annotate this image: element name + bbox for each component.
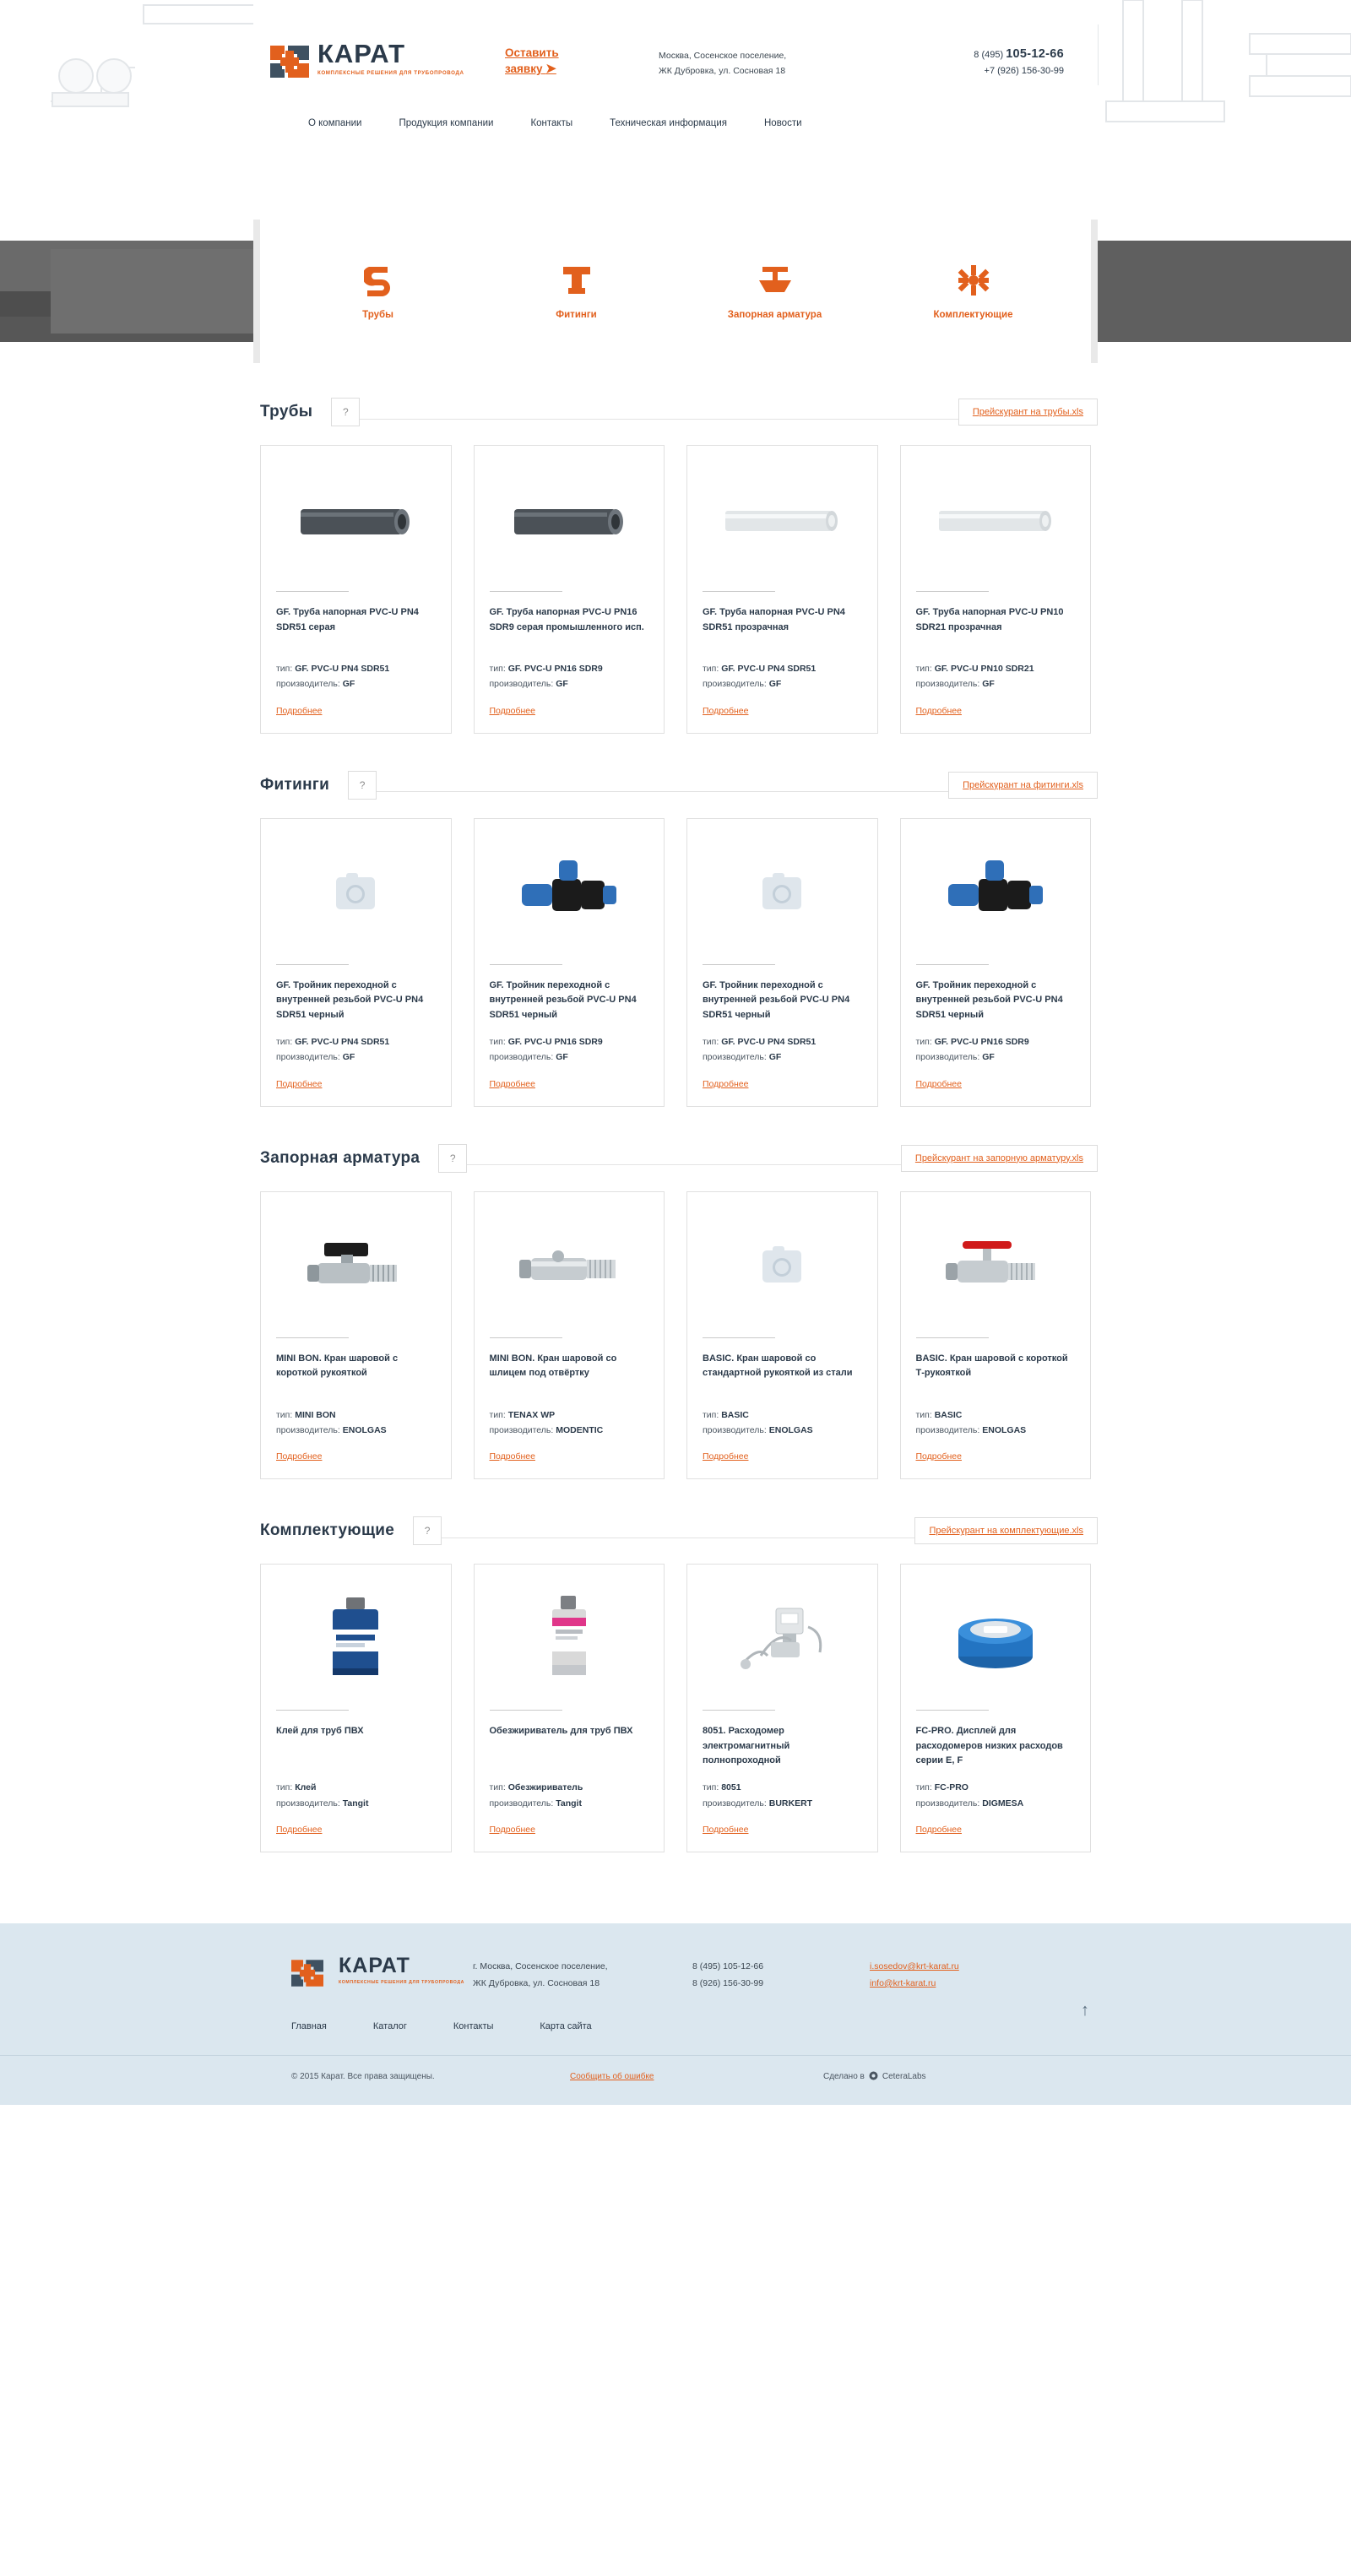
product-image-pipe-clear — [916, 461, 1076, 579]
header-address — [659, 49, 853, 79]
footer-navigation — [253, 2021, 1098, 2055]
section-header-valves — [253, 1144, 1098, 1173]
footer-logo-tagline: КОМПЛЕКСНЫЕ РЕШЕНИЯ ДЛЯ ТРУБОПРОВОДА — [339, 1980, 464, 1985]
product-image-pipe-dark — [276, 461, 436, 579]
section-title-accessories: Комплектующие — [260, 1521, 395, 1540]
footer-nav-catalog[interactable]: Каталог — [372, 2020, 407, 2031]
product-meta — [916, 1407, 1076, 1439]
product-meta — [703, 1407, 862, 1439]
category-fittings[interactable] — [477, 263, 676, 320]
category-strip — [0, 241, 1351, 342]
card-divider — [276, 591, 349, 592]
type-label: тип: — [703, 1409, 719, 1420]
maker-value: Tangit — [342, 1798, 369, 1809]
product-more-link[interactable]: Подробнее — [489, 1451, 535, 1462]
product-grid-accessories — [253, 1564, 1098, 1852]
price-list-link-accessories[interactable]: Прейскурант на комплектующие.xls — [914, 1517, 1098, 1544]
product-grid-valves — [253, 1191, 1098, 1480]
product-title: GF. Тройник переходной с внутренней резьбой PVC-U PN4 SDR51 черный — [703, 979, 850, 1020]
product-meta — [916, 1780, 1076, 1811]
product-title: GF. Тройник переходной с внутренней резьбой PVC-U PN4 SDR51 черный — [915, 979, 1063, 1020]
site-footer — [0, 1923, 1351, 2105]
product-card[interactable] — [474, 818, 665, 1107]
product-title: MINI BON. Кран шаровой с короткой рукояткой — [276, 1353, 399, 1379]
maker-value: GF — [556, 1052, 568, 1063]
site-logo[interactable] — [270, 41, 498, 81]
product-more-link[interactable]: Подробнее — [915, 1078, 962, 1089]
card-divider — [276, 1337, 349, 1338]
type-value: GF. PVC-U PN4 SDR51 — [721, 664, 817, 674]
product-card[interactable] — [260, 818, 452, 1107]
maker-label: производитель: — [703, 679, 767, 690]
type-value: BASIC — [934, 1409, 963, 1420]
maker-label: производитель: — [703, 1798, 767, 1809]
type-value: Клей — [295, 1782, 317, 1793]
product-meta — [703, 661, 862, 692]
type-value: BASIC — [721, 1409, 749, 1420]
section-title-fittings: Фитинги — [260, 775, 330, 794]
product-title: BASIC. Кран шаровой с короткой Т-рукояткой — [915, 1353, 1068, 1379]
section-header-pipes — [253, 398, 1098, 426]
category-accessories-label: Комплектующие — [933, 310, 1013, 320]
maker-value: GF — [342, 1052, 355, 1063]
type-label: тип: — [276, 1036, 293, 1047]
product-title: Обезжириватель для труб ПВХ — [489, 1726, 633, 1737]
product-more-link[interactable]: Подробнее — [489, 1825, 535, 1835]
main-navigation — [270, 118, 1081, 128]
footer-nav-contacts[interactable]: Контакты — [453, 2020, 494, 2031]
logo-title: КАРАТ — [317, 39, 406, 68]
report-error-link[interactable]: Сообщить об ошибке — [570, 2072, 654, 2082]
product-meta — [276, 1780, 436, 1811]
type-value: MINI BON — [295, 1409, 336, 1420]
product-card[interactable] — [900, 818, 1092, 1107]
request-cta-link[interactable] — [505, 46, 623, 78]
category-pipes[interactable] — [279, 263, 477, 320]
product-card[interactable] — [900, 1564, 1092, 1852]
type-label: тип: — [703, 664, 719, 674]
help-button-fittings[interactable]: ? — [348, 771, 377, 800]
request-cta-line2: заявку — [505, 62, 543, 76]
footer-emails — [870, 1959, 959, 1993]
maker-value: BURKERT — [768, 1798, 813, 1809]
product-image-placeholder — [703, 1207, 862, 1326]
product-image-tee-blue — [916, 834, 1076, 952]
made-by[interactable] — [823, 2071, 926, 2083]
product-title: Клей для труб ПВХ — [276, 1726, 364, 1737]
product-more-link[interactable]: Подробнее — [489, 1078, 535, 1089]
made-by-name[interactable]: CeteraLabs — [882, 2072, 926, 2082]
nav-item-news[interactable]: Новости — [764, 118, 802, 128]
card-divider — [916, 591, 989, 592]
karat-logo-icon — [270, 42, 309, 81]
product-title: FC-PRO. Дисплей для расходомеров низких расходов серии E, F — [915, 1726, 1063, 1766]
footer-logo-title: КАРАТ — [339, 1954, 410, 1977]
product-card[interactable] — [900, 445, 1092, 734]
type-label: тип: — [915, 1409, 932, 1420]
card-divider — [916, 964, 989, 965]
maker-label: производитель: — [276, 1052, 340, 1063]
product-title: GF. Тройник переходной с внутренней резьбой PVC-U PN4 SDR51 черный — [276, 979, 424, 1020]
product-meta — [703, 1034, 862, 1066]
card-divider — [703, 1710, 775, 1711]
help-button-accessories[interactable]: ? — [413, 1516, 442, 1545]
type-label: тип: — [915, 664, 932, 674]
product-image-display-blue — [916, 1580, 1076, 1698]
image-placeholder-icon — [336, 877, 375, 909]
maker-label: производитель: — [489, 1052, 554, 1063]
product-title: MINI BON. Кран шаровой со шлицем под отвёртку — [489, 1353, 617, 1379]
section-rule — [467, 1151, 901, 1165]
nav-item-contacts[interactable]: Контакты — [530, 118, 573, 128]
site-header — [0, 0, 1351, 241]
product-more-link[interactable]: Подробнее — [703, 1451, 749, 1462]
product-meta — [916, 661, 1076, 692]
product-card[interactable] — [474, 1191, 665, 1480]
type-label: тип: — [703, 1036, 719, 1047]
product-meta — [916, 1034, 1076, 1066]
product-more-link[interactable]: Подробнее — [276, 705, 323, 716]
product-more-link[interactable]: Подробнее — [276, 1825, 323, 1835]
accessories-icon — [874, 263, 1072, 298]
product-more-link[interactable]: Подробнее — [489, 705, 535, 716]
product-image-valve-red-handle — [916, 1207, 1076, 1326]
maker-label: производитель: — [915, 1798, 980, 1809]
product-image-tee-blue — [490, 834, 649, 952]
product-card[interactable] — [260, 1191, 452, 1480]
card-divider — [703, 1337, 775, 1338]
category-valves-label: Запорная арматура — [727, 310, 822, 320]
product-meta — [703, 1780, 862, 1811]
type-value: 8051 — [721, 1782, 741, 1793]
type-value: GF. PVC-U PN16 SDR9 — [507, 1036, 603, 1047]
product-title: GF. Труба напорная PVC-U PN16 SDR9 серая промышленного исп. — [489, 607, 644, 632]
type-label: тип: — [276, 1409, 293, 1420]
product-more-link[interactable]: Подробнее — [915, 705, 962, 716]
maker-value: DIGMESA — [982, 1798, 1024, 1809]
footer-nav-sitemap[interactable]: Карта сайта — [540, 2020, 592, 2031]
maker-label: производитель: — [703, 1052, 767, 1063]
card-divider — [490, 1710, 562, 1711]
product-more-link[interactable]: Подробнее — [703, 1078, 749, 1089]
card-divider — [490, 1337, 562, 1338]
product-title: GF. Труба напорная PVC-U PN4 SDR51 серая — [276, 607, 419, 632]
footer-logo[interactable] — [253, 1955, 473, 1989]
maker-value: ENOLGAS — [768, 1424, 813, 1435]
category-pipes-label: Трубы — [362, 310, 393, 320]
footer-address-line2: ЖК Дубровка, ул. Сосновая 18 — [473, 1977, 600, 1988]
product-grid-pipes — [253, 445, 1098, 734]
section-rule — [442, 1524, 914, 1538]
maker-label: производитель: — [915, 1424, 980, 1435]
maker-value: GF — [982, 1052, 995, 1063]
product-image-pipe-dark — [490, 461, 649, 579]
product-card[interactable] — [474, 1564, 665, 1852]
type-label: тип: — [915, 1782, 932, 1793]
product-title: GF. Труба напорная PVC-U PN4 SDR51 прозрачная — [703, 607, 845, 632]
section-header-fittings — [253, 771, 1098, 800]
logo-tagline: КОМПЛЕКСНЫЕ РЕШЕНИЯ ДЛЯ ТРУБОПРОВОДА — [317, 70, 464, 76]
maker-label: производитель: — [915, 1052, 980, 1063]
card-divider — [916, 1710, 989, 1711]
product-card[interactable] — [260, 445, 452, 734]
card-divider — [916, 1337, 989, 1338]
pipe-icon — [279, 263, 477, 298]
made-by-prefix: Сделано в — [823, 2072, 865, 2082]
maker-value: Tangit — [556, 1798, 582, 1809]
maker-label: производитель: — [489, 679, 554, 690]
product-card[interactable] — [260, 1564, 452, 1852]
product-title: GF. Труба напорная PVC-U PN10 SDR21 прозрачная — [915, 607, 1064, 632]
card-divider — [490, 591, 562, 592]
section-header-accessories — [253, 1516, 1098, 1545]
type-label: тип: — [276, 1782, 293, 1793]
maker-value: GF — [342, 679, 355, 690]
category-accessories[interactable] — [874, 263, 1072, 320]
type-label: тип: — [489, 1036, 506, 1047]
phone-secondary[interactable]: +7 (926) 156-30-99 — [984, 66, 1064, 76]
phone-area-code: 8 (495) — [974, 50, 1004, 60]
product-meta — [276, 1407, 436, 1439]
type-value: FC-PRO — [934, 1782, 968, 1793]
product-image-pipe-clear — [703, 461, 862, 579]
price-list-link-pipes[interactable]: Прейскурант на трубы.xls — [958, 399, 1098, 426]
product-meta — [490, 1407, 649, 1439]
maker-value: MODENTIC — [556, 1424, 604, 1435]
karat-logo-icon — [291, 1957, 323, 1989]
type-label: тип: — [915, 1036, 932, 1047]
section-rule — [360, 405, 958, 420]
product-title: GF. Тройник переходной с внутренней резьбой PVC-U PN4 SDR51 черный — [489, 979, 637, 1020]
type-value: GF. PVC-U PN4 SDR51 — [295, 1036, 390, 1047]
header-content — [253, 0, 1098, 241]
product-card[interactable] — [686, 445, 878, 734]
section-title-pipes: Трубы — [260, 403, 313, 420]
type-label: тип: — [489, 1409, 506, 1420]
product-card[interactable] — [474, 445, 665, 734]
product-meta — [276, 1034, 436, 1066]
product-meta — [490, 1034, 649, 1066]
product-more-link[interactable]: Подробнее — [915, 1825, 962, 1835]
product-grid-fittings — [253, 818, 1098, 1107]
product-more-link[interactable]: Подробнее — [703, 705, 749, 716]
product-more-link[interactable]: Подробнее — [915, 1451, 962, 1462]
maker-label: производитель: — [703, 1424, 767, 1435]
footer-content — [253, 1955, 1098, 2055]
product-more-link[interactable]: Подробнее — [703, 1825, 749, 1835]
product-card[interactable] — [686, 1191, 878, 1480]
maker-value: GF — [556, 679, 568, 690]
arrow-icon: ➤ — [545, 62, 556, 77]
product-image-placeholder — [276, 834, 436, 952]
product-image-flowmeter — [703, 1580, 862, 1698]
image-placeholder-icon — [762, 1250, 801, 1283]
request-cta-line1: Оставить — [505, 46, 559, 59]
product-card[interactable] — [900, 1191, 1092, 1480]
footer-address-line1: г. Москва, Сосенское поселение, — [473, 1961, 608, 1971]
phone-primary[interactable]: 105-12-66 — [1006, 47, 1064, 61]
card-divider — [703, 591, 775, 592]
maker-label: производитель: — [915, 679, 980, 690]
product-image-valve-chrome — [490, 1207, 649, 1326]
footer-phone-1[interactable]: 8 (495) 105-12-66 — [692, 1961, 764, 1971]
maker-value: GF — [982, 679, 995, 690]
help-button-pipes[interactable]: ? — [331, 398, 360, 426]
type-value: GF. PVC-U PN10 SDR21 — [934, 664, 1034, 674]
product-title: BASIC. Кран шаровой со стандартной рукояткой из стали — [703, 1353, 853, 1379]
maker-value: ENOLGAS — [342, 1424, 387, 1435]
footer-address — [473, 1959, 676, 1993]
maker-label: производитель: — [489, 1798, 554, 1809]
catalog-content — [253, 342, 1098, 1923]
product-meta — [490, 1780, 649, 1811]
product-image-placeholder — [703, 834, 862, 952]
footer-email-1[interactable]: i.sosedov@krt-karat.ru — [870, 1961, 959, 1971]
card-divider — [703, 964, 775, 965]
type-value: GF. PVC-U PN4 SDR51 — [721, 1036, 817, 1047]
type-label: тип: — [489, 1782, 506, 1793]
product-image-valve-black-handle — [276, 1207, 436, 1326]
footer-phone-2[interactable]: 8 (926) 156-30-99 — [692, 1977, 764, 1988]
product-image-cleaner-can — [490, 1580, 649, 1698]
price-list-link-valves[interactable]: Прейскурант на запорную арматуру.xls — [901, 1145, 1098, 1172]
type-value: Обезжириватель — [507, 1782, 583, 1793]
price-list-link-fittings[interactable]: Прейскурант на фитинги.xls — [948, 772, 1098, 799]
type-value: GF. PVC-U PN16 SDR9 — [934, 1036, 1029, 1047]
header-phones — [903, 47, 1064, 76]
copyright-text: © 2015 Карат. Все права защищены. — [291, 2072, 435, 2082]
request-cta[interactable] — [505, 46, 623, 78]
maker-label: производитель: — [276, 679, 340, 690]
cetera-logo-icon — [869, 2071, 878, 2083]
type-value: GF. PVC-U PN4 SDR51 — [295, 664, 390, 674]
section-rule — [377, 778, 948, 792]
header-address-line1: Москва, Сосенское поселение, — [659, 51, 787, 61]
product-image-glue-can — [276, 1580, 436, 1698]
nav-item-products[interactable]: Продукция компании — [399, 118, 494, 128]
image-placeholder-icon — [762, 877, 801, 909]
type-label: тип: — [276, 664, 293, 674]
product-more-link[interactable]: Подробнее — [276, 1451, 323, 1462]
maker-label: производитель: — [276, 1798, 340, 1809]
footer-bottom-bar — [0, 2055, 1351, 2105]
card-divider — [490, 964, 562, 965]
footer-nav-home[interactable]: Главная — [291, 2020, 327, 2031]
footer-phones — [692, 1959, 836, 1993]
product-card[interactable] — [686, 818, 878, 1107]
category-fittings-label: Фитинги — [556, 310, 597, 320]
card-divider — [276, 1710, 349, 1711]
product-meta — [490, 661, 649, 692]
section-title-valves: Запорная арматура — [260, 1148, 420, 1167]
maker-value: GF — [768, 679, 782, 690]
nav-item-about[interactable]: О компании — [308, 118, 362, 128]
valve-icon — [676, 263, 874, 298]
product-meta — [276, 661, 436, 692]
maker-value: GF — [768, 1052, 782, 1063]
card-divider — [276, 964, 349, 965]
category-panel — [253, 220, 1098, 363]
type-label: тип: — [489, 664, 506, 674]
product-more-link[interactable]: Подробнее — [276, 1078, 323, 1089]
category-valves[interactable] — [676, 263, 874, 320]
maker-label: производитель: — [489, 1424, 554, 1435]
type-value: GF. PVC-U PN16 SDR9 — [507, 664, 603, 674]
scroll-to-top-button[interactable]: ↑ — [1081, 2001, 1089, 2020]
header-address-line2: ЖК Дубровка, ул. Сосновая 18 — [659, 65, 786, 76]
product-card[interactable] — [686, 1564, 878, 1852]
help-button-valves[interactable]: ? — [438, 1144, 467, 1173]
footer-email-2[interactable]: info@krt-karat.ru — [870, 1977, 936, 1988]
type-value: TENAX WP — [507, 1409, 556, 1420]
product-title: 8051. Расходомер электромагнитный полнопроходной — [703, 1726, 790, 1766]
fitting-icon — [477, 263, 676, 298]
maker-label: производитель: — [276, 1424, 340, 1435]
type-label: тип: — [703, 1782, 719, 1793]
nav-item-technical-info[interactable]: Техническая информация — [610, 118, 727, 128]
maker-value: ENOLGAS — [982, 1424, 1027, 1435]
